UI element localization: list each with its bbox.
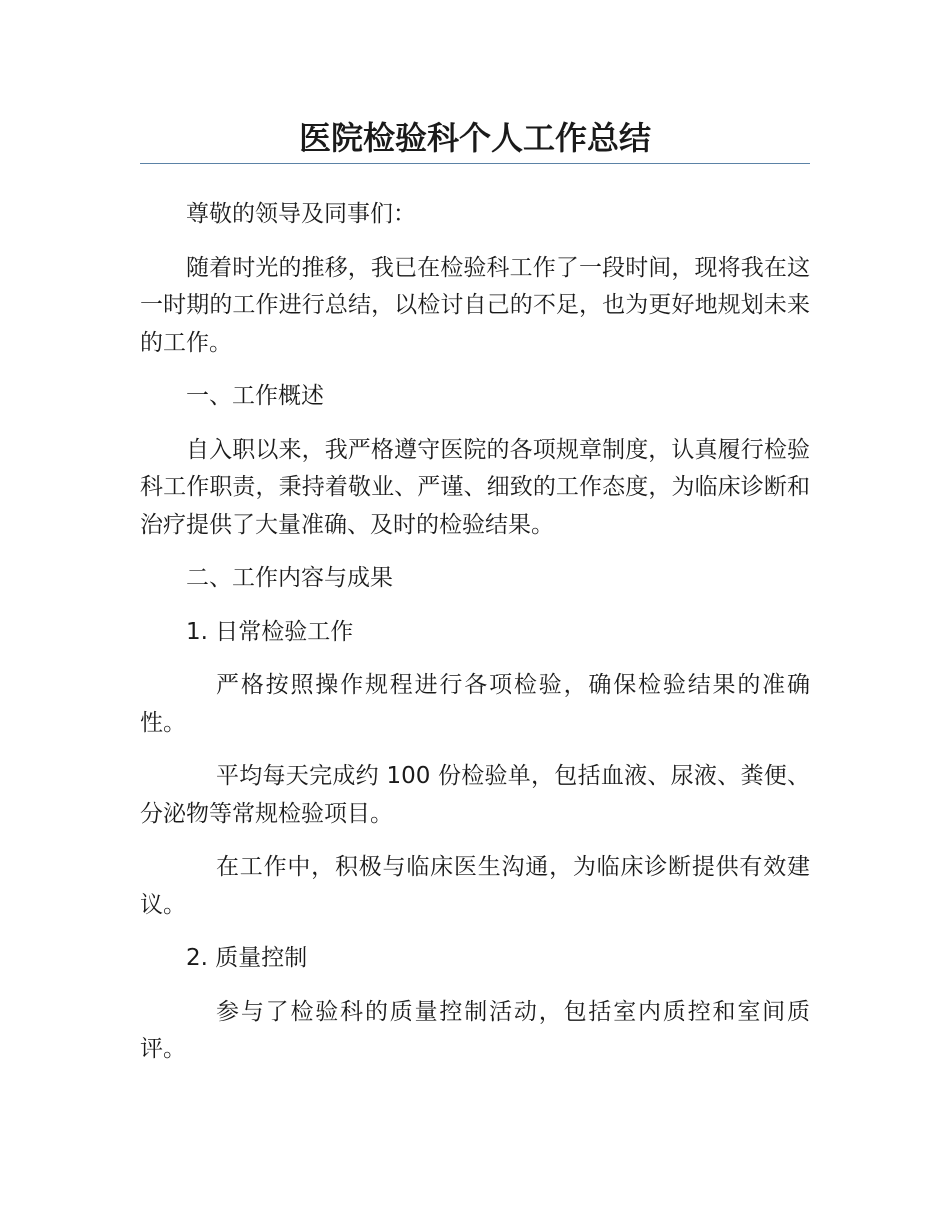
quality-control-item: 参与了检验科的质量控制活动，包括室内质控和室间质评。 xyxy=(140,998,810,1062)
document-title: 医院检验科个人工作总结 xyxy=(298,119,651,157)
overview-paragraph: 自入职以来，我严格遵守医院的各项规章制度，认真履行检验科工作职责，秉持着敬业、严谨、细致的工作态度，为临床诊断和治疗提供了大量准确、及时的检验结果。 xyxy=(140,436,810,538)
daily-work-item: 严格按照操作规程进行各项检验，确保检验结果的准确性。 xyxy=(140,672,810,736)
subheading-daily-work: 1. 日常检验工作 xyxy=(186,618,354,645)
subheading-quality-control: 2. 质量控制 xyxy=(186,945,308,971)
document-body xyxy=(140,196,810,1069)
daily-work-item: 平均每天完成约 100 份检验单，包括血液、尿液、粪便、分泌物等常规检验项目。 xyxy=(140,763,810,827)
section-heading-overview: 一、工作概述 xyxy=(186,383,324,409)
document-page xyxy=(140,0,810,1085)
salutation: 尊敬的领导及同事们： xyxy=(186,201,416,227)
title-divider xyxy=(140,163,810,164)
intro-paragraph: 随着时光的推移，我已在检验科工作了一段时间，现将我在这一时期的工作进行总结，以检讨自己的不足，也为更好地规划未来的工作。 xyxy=(140,254,810,356)
daily-work-item: 在工作中，积极与临床医生沟通，为临床诊断提供有效建议。 xyxy=(140,854,810,918)
section-heading-content: 二、工作内容与成果 xyxy=(186,565,393,591)
